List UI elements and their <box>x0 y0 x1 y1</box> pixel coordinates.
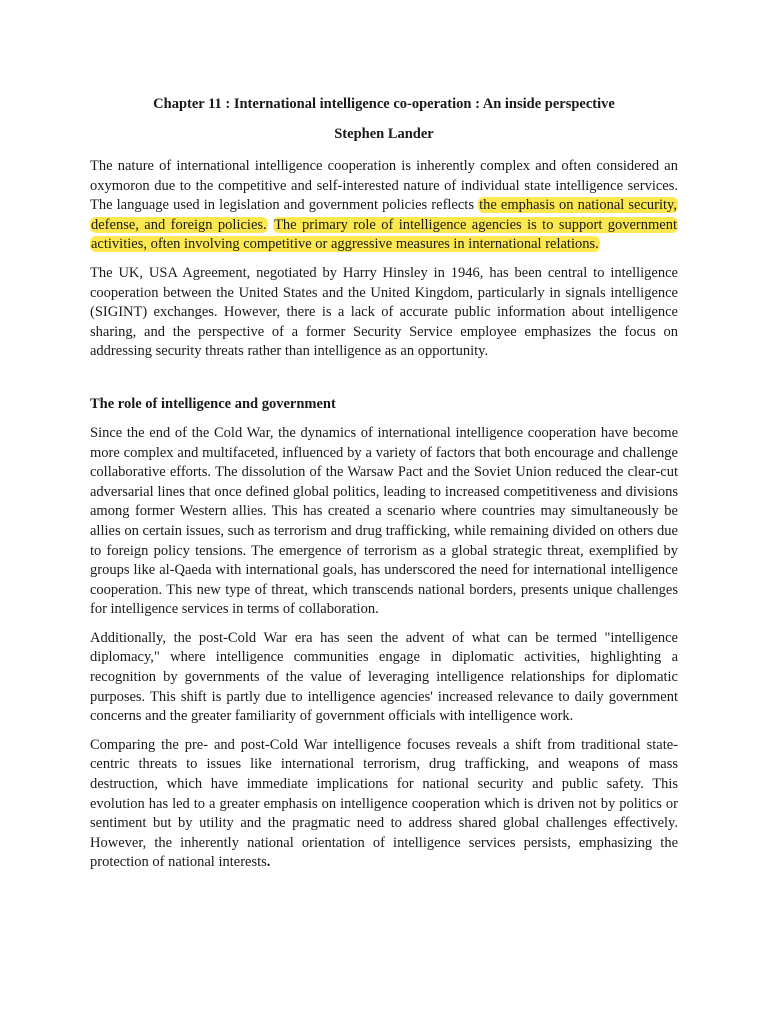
highlighted-text: The primary role of intelligence agencies is to support government activities, often involving competitive or aggressive measures in international relations. <box>91 216 678 253</box>
author-name: Stephen Lander <box>334 126 434 142</box>
ukusa-paragraph: The UK, USA Agreement, negotiated by Harry Hinsley in 1946, has been central to intelligence cooperation between the United States and the United Kingdom, particularly in signals intelligence (SIGINT) exchanges. However, there is a lack of accurate public information about intelligence sharing, and the perspective of a former Security Service employee emphasizes the focus on addressing security threats rather than intelligence as an opportunity. <box>90 264 678 360</box>
section-heading: The role of intelligence and government <box>90 395 336 412</box>
highlighted-text: the emphasis on national security, defense, and foreign policies. <box>91 197 677 233</box>
body-paragraph: Additionally, the post-Cold War era has seen the advent of what can be termed "intelligence diplomacy," where intelligence communities engage in diplomatic activities, highlighting a recognition by governments of the value of leveraging intelligence relationships for diplomatic purposes. This shift is partly due to intelligence agencies' increased relevance to daily government concerns and the greater familiarity of government officials with intelligence work. <box>90 629 678 725</box>
intro-paragraph <box>90 157 678 255</box>
intro-lead-text: The nature of international intelligence cooperation is inherently complex and often considered an oxymoron due to the competitive and self-interested nature of individual state intelligence services. The language used in legislation and government policies reflects <box>90 158 678 214</box>
document-page <box>90 94 678 882</box>
final-paragraph <box>90 736 678 873</box>
final-period: . <box>266 854 271 871</box>
final-paragraph-text: Comparing the pre- and post-Cold War intelligence focuses reveals a shift from traditional state-centric threats to issues like international terrorism, drug trafficking, and weapons of mass destruction, which have immediate implications for national security and public safety. This evolution has led to a greater emphasis on intelligence cooperation which is driven not by politics or sentiment but by utility and the pragmatic need to address shared global challenges effectively. However, the inherently national orientation of intelligence services persists, emphasizing the protection of national interests <box>90 736 678 871</box>
body-paragraph: Since the end of the Cold War, the dynamics of international intelligence cooperation have become more complex and multifaceted, influenced by a variety of factors that both encourage and challenge collaborative efforts. The dissolution of the Warsaw Pact and the Soviet Union reduced the clear-cut adversarial lines that once defined global politics, leading to increased competitiveness and divisions among former Western allies. This has created a scenario where countries may simultaneously be allies on certain issues, such as terrorism and drug trafficking, while remaining divided on others due to foreign policy tensions. The emergence of terrorism as a global strategic threat, exemplified by groups like al-Qaeda with international goals, has underscored the need for international intelligence cooperation. This new type of threat, which transcends national borders, presents unique challenges for intelligence services in terms of collaboration. <box>90 424 678 618</box>
chapter-title: Chapter 11 : International intelligence co-operation : An inside perspective <box>153 96 615 112</box>
